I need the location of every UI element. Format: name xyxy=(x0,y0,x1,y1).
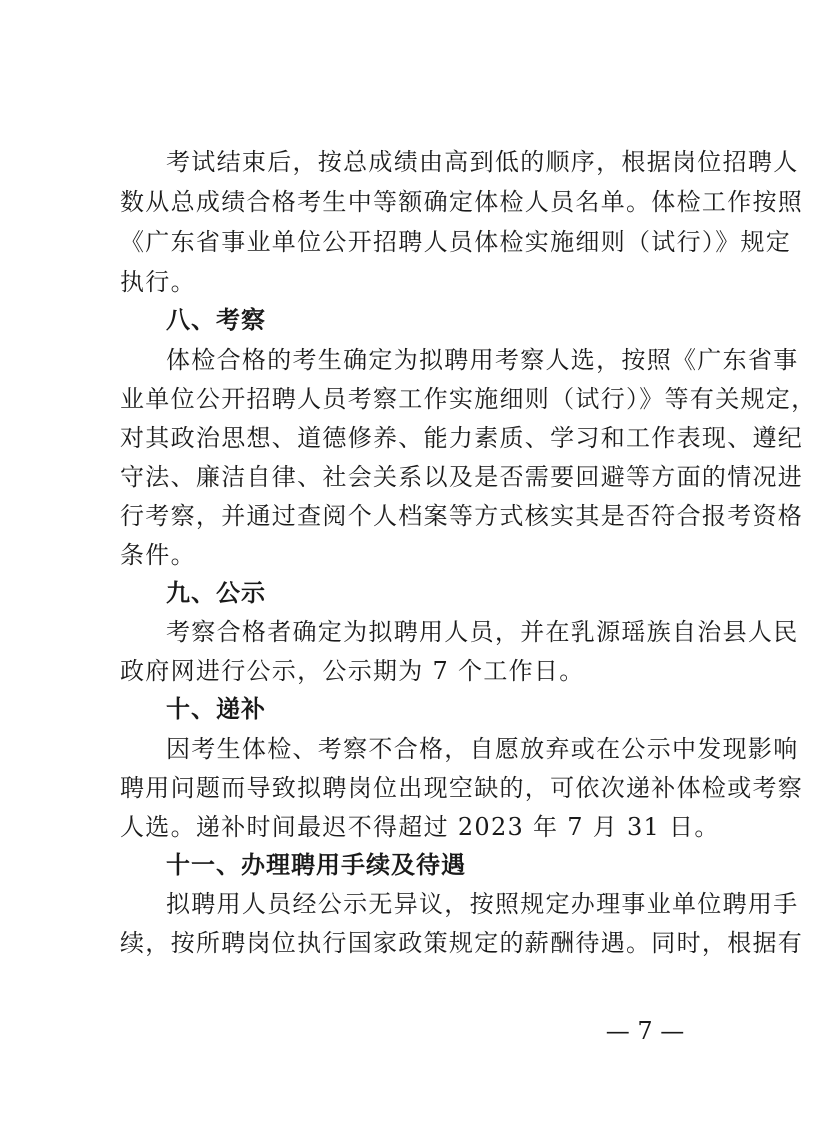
paragraph-line: 考察合格者确定为拟聘用人员，并在乳源瑶族自治县人民 xyxy=(166,618,799,646)
paragraph-line: 对其政治思想、道德修养、能力素质、学习和工作表现、遵纪 xyxy=(120,424,804,452)
section-heading-inspection: 八、考察 xyxy=(166,306,266,334)
paragraph-line: 条件。 xyxy=(120,541,196,569)
page-number: — 7 — xyxy=(605,1017,685,1045)
paragraph-line: 行考察，并通过查阅个人档案等方式核实其是否符合报考资格 xyxy=(120,502,804,530)
paragraph-line: 《广东省事业单位公开招聘人员体检实施细则（试行）》规定 xyxy=(120,228,792,256)
paragraph-line: 体检合格的考生确定为拟聘用考察人选，按照《广东省事 xyxy=(166,346,799,374)
paragraph-line: 守法、廉洁自律、社会关系以及是否需要回避等方面的情况进 xyxy=(120,463,804,491)
paragraph-line: 因考生体检、考察不合格，自愿放弃或在公示中发现影响 xyxy=(166,735,799,763)
paragraph-line: 政府网进行公示，公示期为 7 个工作日。 xyxy=(120,657,585,685)
paragraph-line: 业单位公开招聘人员考察工作实施细则（试行）》等有关规定， xyxy=(120,385,816,413)
paragraph-line: 数从总成绩合格考生中等额确定体检人员名单。体检工作按照 xyxy=(120,188,804,216)
section-heading-publicity: 九、公示 xyxy=(166,579,266,607)
paragraph-line: 续，按所聘岗位执行国家政策规定的薪酬待遇。同时，根据有 xyxy=(120,929,804,957)
paragraph-line: 考试结束后，按总成绩由高到低的顺序，根据岗位招聘人 xyxy=(166,148,799,176)
paragraph-line: 执行。 xyxy=(120,268,196,296)
paragraph-line: 聘用问题而导致拟聘岗位出现空缺的，可依次递补体检或考察 xyxy=(120,774,804,802)
paragraph-line: 人选。递补时间最迟不得超过 2023 年 7 月 31 日。 xyxy=(120,813,720,841)
section-heading-substitution: 十、递补 xyxy=(166,695,266,723)
section-heading-employment: 十一、办理聘用手续及待遇 xyxy=(166,851,466,879)
paragraph-line: 拟聘用人员经公示无异议，按照规定办理事业单位聘用手 xyxy=(166,890,799,918)
